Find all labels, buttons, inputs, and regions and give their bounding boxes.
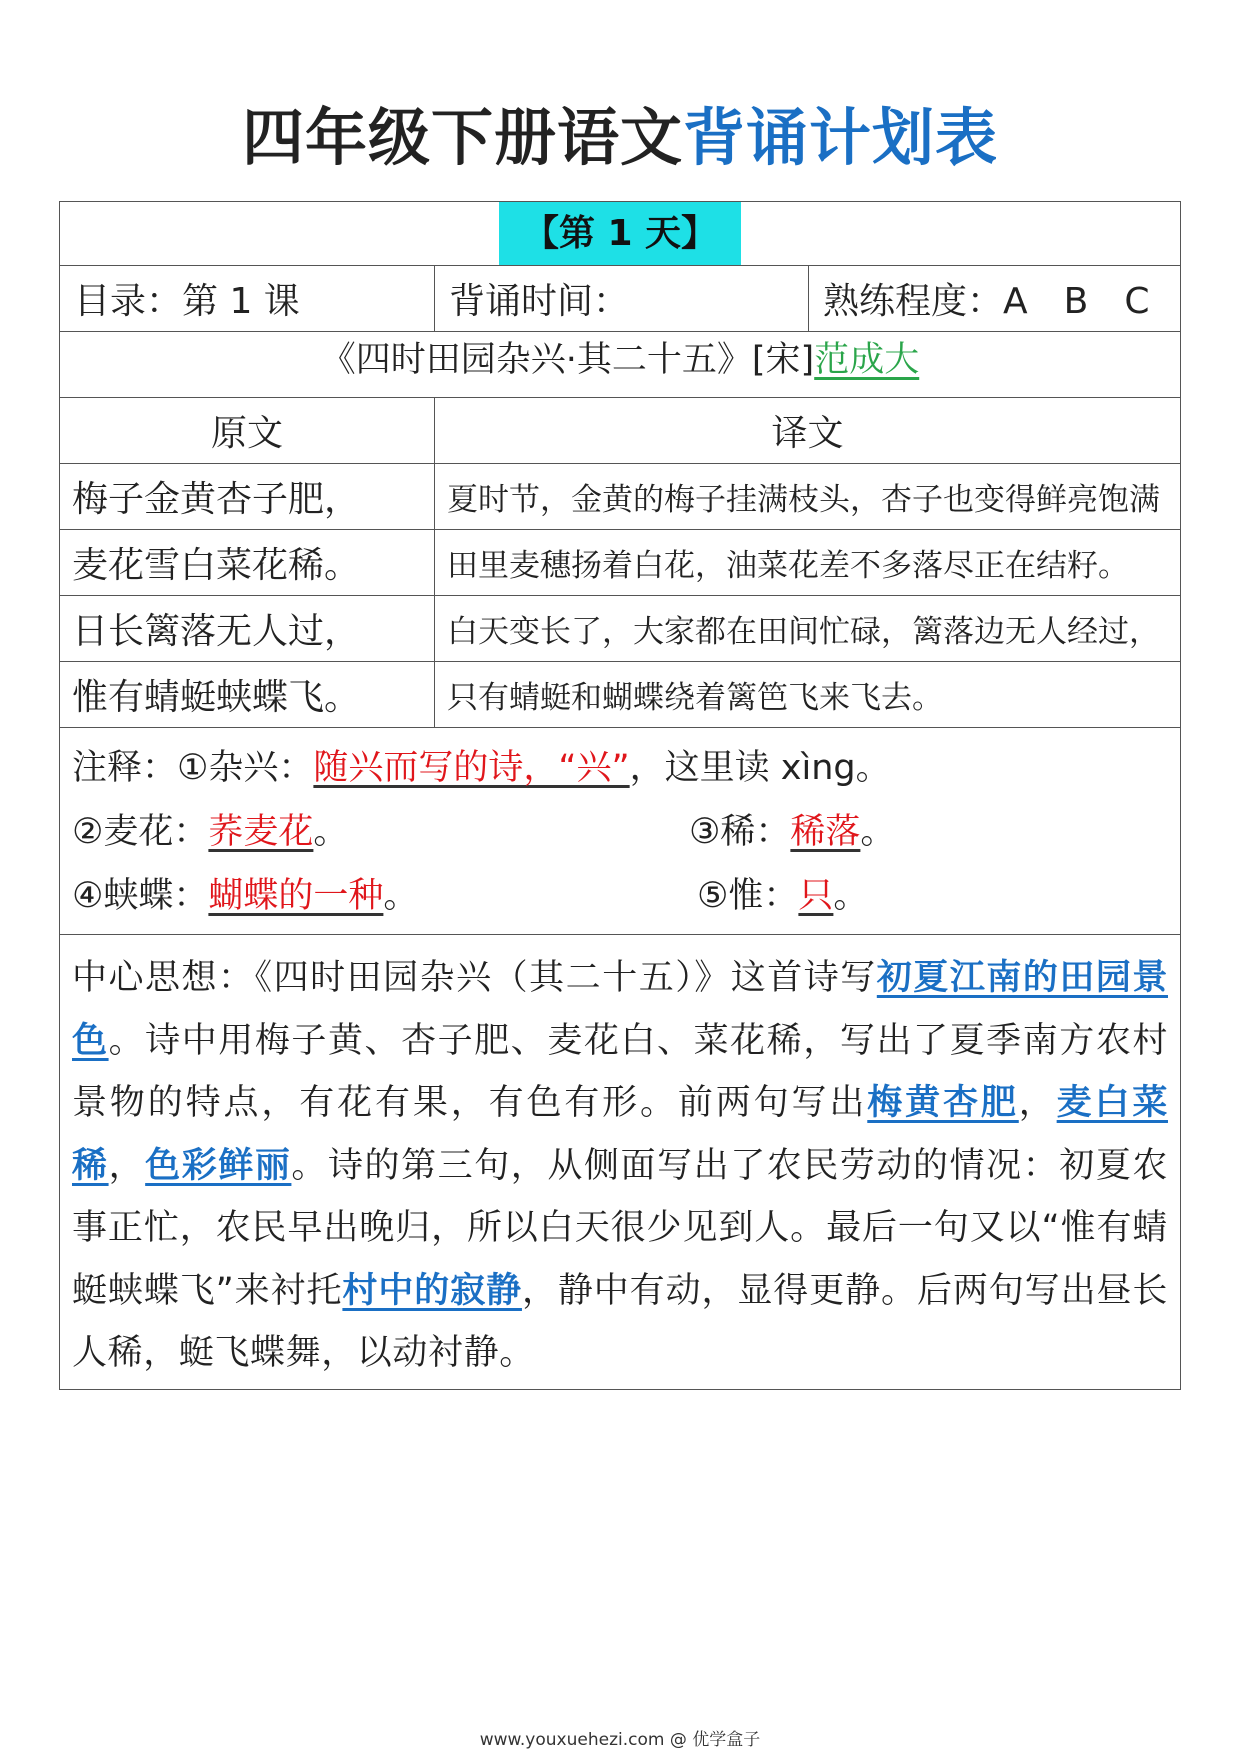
page-title (0, 92, 1240, 184)
note-2-suffix: 。 (313, 812, 349, 852)
translation-line: 白天变长了，大家都在田间忙碌，篱落边无人经过， (434, 596, 1180, 661)
note-1-prefix: 注释：①杂兴： (72, 748, 314, 788)
note-5-answer: 只 (798, 876, 834, 916)
note-2-answer: 荞麦花 (208, 812, 314, 852)
day-row (60, 202, 1180, 266)
note-4-prefix: ④蛱蝶： (72, 876, 209, 916)
summary-text: 中心思想：《四时田园杂兴（其二十五）》这首诗写 (72, 958, 877, 998)
poem-author: 范成大 (814, 340, 920, 380)
info-row (60, 266, 1180, 332)
note-3-answer: 稀落 (790, 812, 861, 852)
original-line: 麦花雪白菜花稀。 (72, 545, 361, 586)
summary-text: ，静中有动，显得更静。后两句写出昼长人稀，蜓飞蝶舞，以动衬静。 (72, 1270, 1168, 1373)
note-5-suffix: 。 (833, 876, 869, 916)
translation-line: 夏时节，金黄的梅子挂满枝头，杏子也变得鲜亮饱满 (434, 464, 1180, 529)
note-1-answer: 随兴而写的诗，“兴” (313, 748, 630, 788)
notes-section (60, 728, 903, 934)
original-line: 日长篱落无人过， (72, 611, 361, 652)
poem-line-row (60, 662, 1180, 728)
header-original: 原文 (210, 413, 283, 454)
day-badge: 【第 1 天】 (499, 202, 741, 265)
poem-line-row (60, 596, 1180, 662)
note-1-suffix: ，这里读 xìng。 (629, 748, 891, 788)
recitation-table (59, 201, 1181, 1390)
summary-keyword: 麦白菜稀 (72, 1083, 1168, 1186)
footer-watermark: www.youxuehezi.com @ 优学盒子 (479, 1730, 761, 1750)
poem-title-row (60, 332, 1180, 398)
poem-title: 《四时田园杂兴·其二十五》[宋] (320, 340, 815, 380)
note-4-answer: 蝴蝶的一种 (208, 876, 384, 916)
summary-row (60, 935, 1180, 1389)
catalog-cell: 目录：第 1 课 (74, 281, 300, 322)
note-5-prefix: ⑤惟： (697, 876, 799, 916)
note-2-prefix: ②麦花： (72, 812, 209, 852)
proficiency-cell: 熟练程度：A B C (808, 266, 1180, 331)
note-3-prefix: ③稀： (689, 812, 791, 852)
recite-time-cell: 背诵时间： (434, 266, 808, 331)
summary-keyword: 梅黄杏肥 (867, 1083, 1019, 1123)
original-line: 梅子金黄杏子肥， (72, 479, 361, 520)
summary-text: 。诗中用梅子黄、杏子肥、麦花白、菜花稀，写出了夏季南方农村景物的特点，有花有果，有色有形。前两句写出 (72, 1020, 1168, 1123)
summary-keyword: 村中的寂静 (342, 1270, 522, 1311)
title-part1: 四年级下册语文 (241, 101, 683, 174)
notes-row (60, 728, 1180, 935)
summary-keyword: 初夏江南的田园景色 (72, 958, 1168, 1061)
column-header-row (60, 398, 1180, 464)
summary-text: ， (108, 1145, 146, 1186)
translation-line: 只有蜻蜓和蝴蝶绕着篱笆飞来飞去。 (434, 662, 1180, 727)
title-part2: 背诵计划表 (683, 101, 999, 174)
summary-text: ， (1018, 1083, 1057, 1123)
header-translation: 译文 (434, 398, 1180, 463)
translation-line: 田里麦穗扬着白花，油菜花差不多落尽正在结籽。 (434, 530, 1180, 595)
poem-line-row (60, 530, 1180, 596)
original-line: 惟有蜻蜓蛱蝶飞。 (72, 677, 361, 718)
poem-line-row (60, 464, 1180, 530)
note-line-2 (72, 800, 896, 864)
note-line-1 (72, 736, 891, 800)
note-3 (689, 800, 895, 864)
note-line-3 (72, 864, 891, 928)
summary-text: 。诗的第三句，从侧面写出了农民劳动的情况：初夏农事正忙，农民早出晚归，所以白天很少见到人。最后一句又以“惟有蜻蜓蛱蝶飞”来衬托 (72, 1145, 1169, 1311)
central-idea (60, 935, 1180, 1389)
summary-keyword: 色彩鲜丽 (145, 1145, 292, 1186)
note-5 (697, 864, 868, 928)
note-3-suffix: 。 (860, 812, 896, 852)
note-4-suffix: 。 (383, 876, 419, 916)
